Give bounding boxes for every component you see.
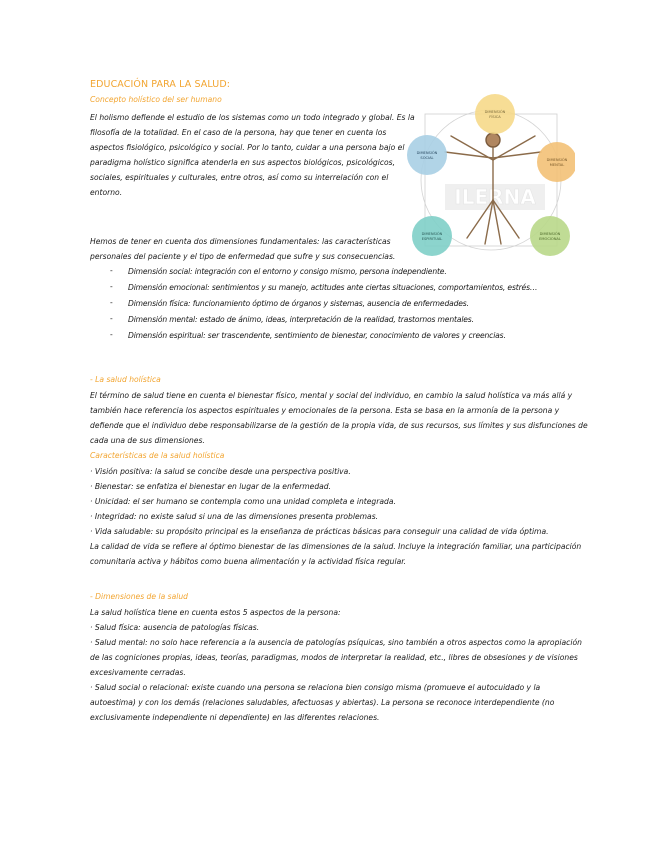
text-line: La salud holística tiene en cuenta estos 5 aspectos de la persona: [90, 608, 341, 617]
circle-label: MENTAL [549, 163, 565, 167]
text-line: autoestima) y con los demás (relaciones saludables, afectuosas y abiertas). La persona se reconoce interdependiente (no [90, 698, 555, 707]
text-line: filosofía de la totalidad. En el caso de la persona, hay que tener en cuenta los [90, 128, 387, 137]
list-item: · Salud física: ausencia de patologías físicas. [90, 623, 260, 632]
text-line: comunitaria activa y hábitos como buena alimentación y la actividad física regular. [90, 557, 407, 566]
section-subtitle: Concepto holístico del ser humano [90, 95, 222, 104]
list-item: · Bienestar: se enfatiza el bienestar en lugar de la enfermedad. [90, 482, 332, 491]
list-item: · Salud social o relacional: existe cuando una persona se relaciona bien consigo misma (promueve el autocuidado y la [90, 683, 541, 692]
text-line: Hemos de tener en cuenta dos dimensiones fundamentales: las características [90, 237, 391, 246]
circle-label: DIMENSIÓN [421, 232, 443, 236]
figure-head [486, 133, 500, 147]
text-line: paradigma holístico significa atenderla en sus aspectos biológicos, psicológicos, [90, 158, 396, 167]
text-line: personales del paciente y el tipo de enfermedad que sufre y sus consecuencias. [90, 252, 396, 261]
features-list [90, 464, 582, 569]
circle-label: DIMENSIÓN [546, 158, 568, 162]
circle-label: DIMENSIÓN [484, 110, 506, 114]
text-line: El término de salud tiene en cuenta el bienestar físico, mental y social del individuo, en cambio la salud holística va más allá y [90, 391, 573, 400]
list-item: Dimensión emocional: sentimientos y su manejo, actitudes ante ciertas situaciones, comportamientos, estrés… [128, 283, 538, 292]
figure-arm [493, 152, 541, 158]
text-line: también hace referencia los aspectos espirituales y emocionales de la persona. Esta se basa en la armonía de la persona y [90, 406, 560, 415]
section-heading-features: Características de la salud holística [90, 451, 225, 460]
text-line: La calidad de vida se refiere al óptimo bienestar de las dimensiones de la salud. Incluye la integración familiar, una participación [90, 542, 582, 551]
text-line: excesivamente cerradas. [90, 668, 186, 677]
list-bullet: - [110, 298, 113, 307]
list-item: Dimensión física: funcionamiento óptimo de órganos y sistemas, ausencia de enfermedades. [128, 299, 469, 308]
text-line: sociales, espirituales y culturales, entre otros, así como su interrelación con el [90, 173, 389, 182]
text-line: El holismo defiende el estudio de los sistemas como un todo integrado y global. Es la [90, 113, 415, 122]
text-line: aspectos fisiológico, psicológico y social. Por lo tanto, cuidar a una persona bajo el [90, 143, 405, 152]
circle-label: DIMENSIÓN [539, 232, 561, 236]
health-dimensions-paragraph [90, 605, 582, 725]
list-item: Dimensión social: integración con el entorno y consigo mismo, persona independiente. [128, 267, 447, 276]
list-item: Dimensión mental: estado de ánimo, ideas, interpretación de la realidad, trastornos mentales. [128, 315, 474, 324]
list-bullet: - [110, 330, 113, 339]
watermark-text: ILERNA [454, 185, 536, 209]
list-bullet: - [110, 314, 113, 323]
figure-arm [445, 152, 493, 158]
list-bullet: - [110, 266, 113, 275]
page-title: EDUCACIÓN PARA LA SALUD: [90, 79, 231, 90]
list-item: · Integridad: no existe salud si una de las dimensiones presenta problemas. [90, 512, 379, 521]
section-heading-holistic-health: - La salud holística [90, 375, 161, 384]
circle-label: EMOCIONAL [539, 237, 561, 241]
text-line: exclusivamente independiente ni dependiente) en las diferentes relaciones. [90, 713, 380, 722]
text-line: defiende que el individuo debe responsabilizarse de la gestión de la propia vida, de sus recursos, sus límites y sus disfunciones de [90, 421, 588, 430]
list-item: Dimensión espiritual: ser trascendente, sentimiento de bienestar, conocimiento de valores y creencias. [128, 331, 506, 340]
dimension-circle [407, 135, 447, 175]
list-item: · Vida saludable: su propósito principal es la enseñanza de prácticas básicas para conseguir una calidad de vida óptima. [90, 527, 549, 536]
list-item: · Salud mental: no solo hace referencia a la ausencia de patologías psíquicas, sino también a otros aspectos como la apropiación [90, 638, 582, 647]
circle-label: FÍSICA [489, 115, 501, 119]
text-line: entorno. [90, 188, 123, 197]
circle-label: SOCIAL [420, 156, 434, 160]
circle-label: ESPIRITUAL [421, 237, 443, 241]
holistic-health-paragraph [90, 388, 588, 448]
list-bullet: - [110, 282, 113, 291]
section-heading-health-dimensions: - Dimensiones de la salud [90, 592, 188, 601]
dimensions-intro [90, 234, 540, 264]
dimension-circle [537, 142, 575, 182]
list-item: · Visión positiva: la salud se concibe desde una perspectiva positiva. [90, 467, 351, 476]
text-line: cada una de sus dimensiones. [90, 436, 205, 445]
list-item: · Unicidad: el ser humano se contempla como una unidad completa e integrada. [90, 497, 396, 506]
dimension-circle [475, 94, 515, 134]
text-line: de las cogniciones propias, ideas, teorías, paradigmas, modos de interpretar la realidad, etc., libres de obsesiones y de visiones [90, 653, 578, 662]
circle-label: DIMENSIÓN [416, 151, 438, 155]
